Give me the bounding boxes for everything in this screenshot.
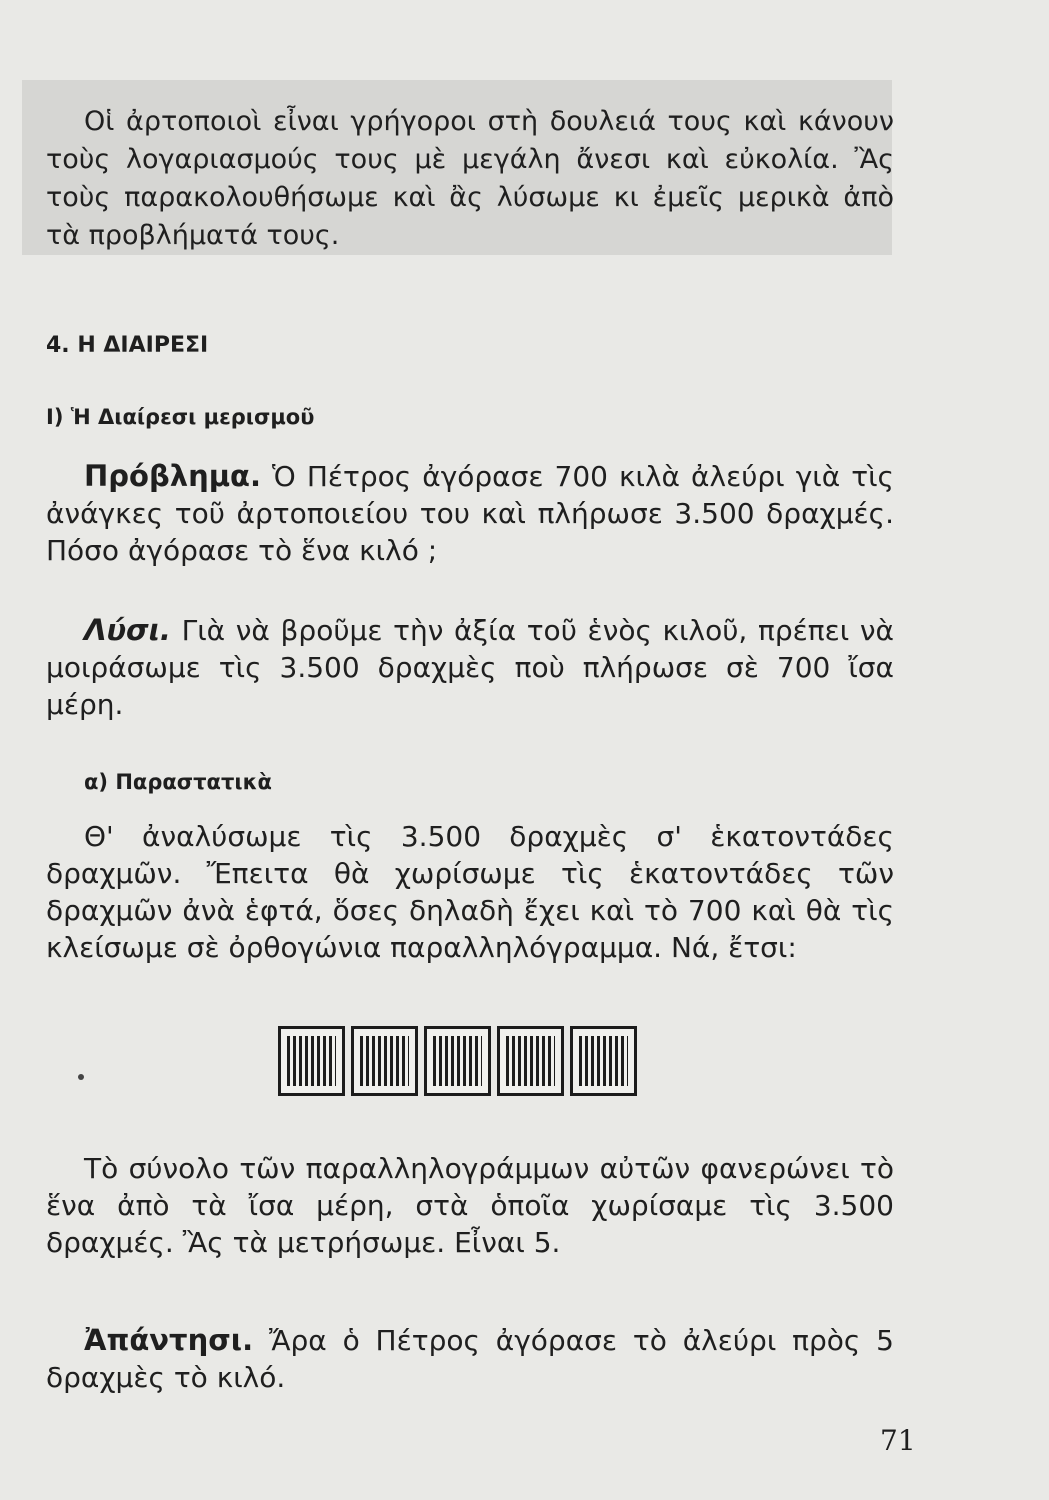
rectangle — [424, 1026, 491, 1096]
intro-paragraph: Οἱ ἀρτοποιοὶ εἶναι γρήγοροι στὴ δουλειά τους καὶ κάνουν τοὺς λογαριασμούς τους μὲ μεγάλη ἄνεσι καὶ εὐκολία. Ἂς τοὺς παρακολουθήσωμε καὶ ἂς λύσωμε κι ἐμεῖς μερικὰ ἀπὸ τὰ προβλήματά τους. — [46, 106, 894, 251]
problem-block — [46, 458, 894, 569]
solution-label: Λύσι. — [84, 613, 171, 647]
subheading-a: α) Παραστατικὰ — [84, 770, 272, 794]
answer-text: Ἄρα ὁ Πέτρος ἀγόρασε τὸ ἀλεύρι πρὸς 5 δραχμὲς τὸ κιλό. — [46, 1324, 894, 1394]
paragraph-a-block — [46, 818, 894, 966]
problem-text: Ὁ Πέτρος ἀγόρασε 700 κιλὰ ἀλεύρι γιὰ τὶς ἀνάγκες τοῦ ἀρτοποιείου του καὶ πλήρωσε 3.500 δραχμές. Πόσο ἀγόρασε τὸ ἕνα κιλό ; — [46, 460, 894, 567]
rectangles-figure — [278, 1026, 643, 1096]
rectangle — [570, 1026, 637, 1096]
problem-paragraph — [46, 458, 894, 569]
section-heading: 4. Η ΔΙΑΙΡΕΣΙ — [46, 333, 209, 358]
stray-dot — [78, 1074, 84, 1080]
rectangle — [351, 1026, 418, 1096]
rectangle — [278, 1026, 345, 1096]
page-number: 71 — [880, 1424, 916, 1457]
problem-label: Πρόβλημα. — [84, 459, 261, 493]
paragraph-b-block — [46, 1150, 894, 1261]
rectangle — [497, 1026, 564, 1096]
solution-paragraph — [46, 612, 894, 723]
subsection-heading: I) Ἡ Διαίρεσι μερισμοῦ — [46, 405, 315, 429]
paragraph-a: Θ' ἀναλύσωμε τὶς 3.500 δραχμὲς σ' ἑκατοντάδες δραχμῶν. Ἔπειτα θὰ χωρίσωμε τὶς ἑκατοντάδες τῶν δραχμῶν ἀνὰ ἑφτά, ὅσες δηλαδὴ ἔχει καὶ τὸ 700 καὶ θὰ τὶς κλείσωμε σὲ ὀρθογώνια παραλληλόγραμμα. Νά, ἔτσι: — [46, 820, 894, 964]
intro-block — [46, 103, 894, 255]
answer-paragraph — [46, 1322, 894, 1396]
answer-block — [46, 1322, 894, 1396]
answer-label: Ἀπάντησι. — [84, 1323, 254, 1357]
solution-block — [46, 612, 894, 723]
paragraph-b: Τὸ σύνολο τῶν παραλληλογράμμων αὐτῶν φανερώνει τὸ ἕνα ἀπὸ τὰ ἴσα μέρη, στὰ ὁποῖα χωρίσαμε τὶς 3.500 δραχμές. Ἂς τὰ μετρήσωμε. Εἶναι 5. — [46, 1152, 894, 1259]
solution-text: Γιὰ νὰ βροῦμε τὴν ἀξία τοῦ ἑνὸς κιλοῦ, πρέπει νὰ μοιράσωμε τὶς 3.500 δραχμὲς ποὺ πλήρωσε σὲ 700 ἴσα μέρη. — [46, 614, 894, 721]
